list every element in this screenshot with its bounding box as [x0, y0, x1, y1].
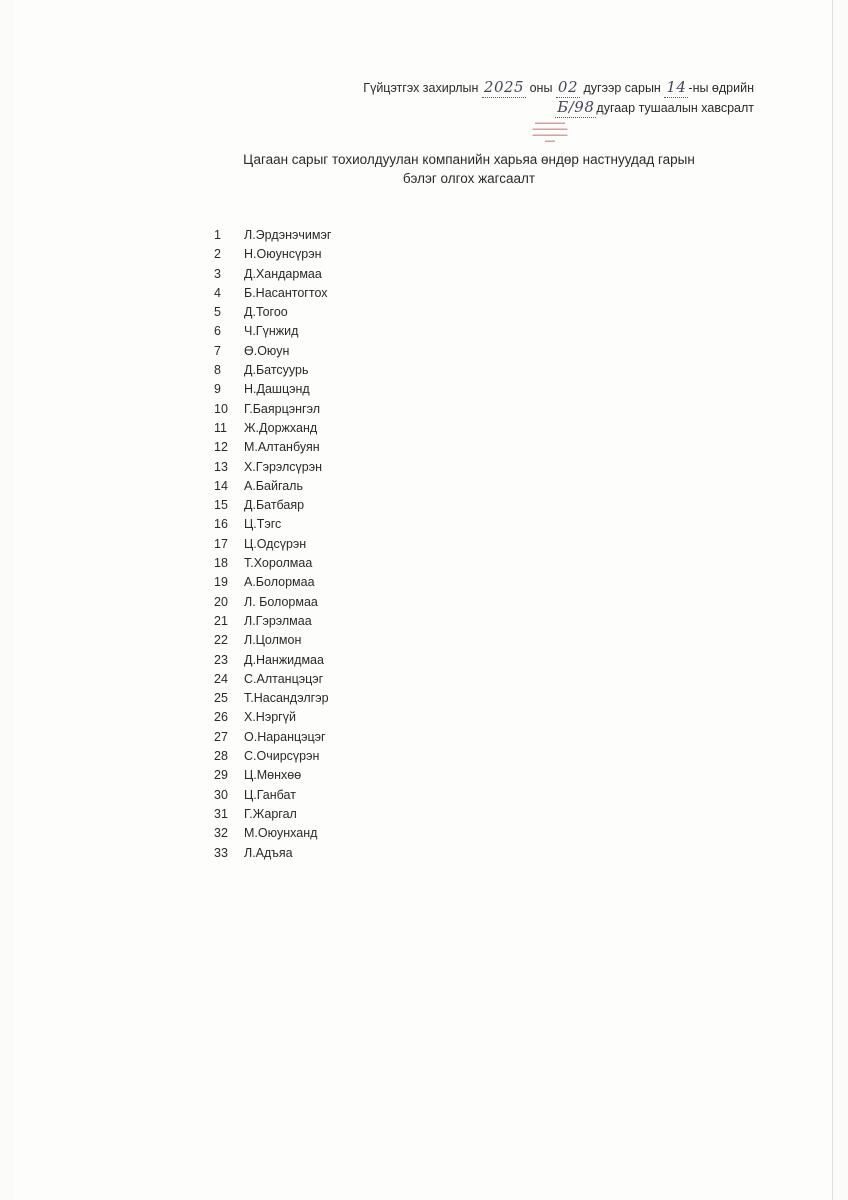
list-item-name: Х.Гэрэлсүрэн	[244, 459, 323, 474]
list-item	[212, 689, 331, 708]
list-item-number: 3	[214, 266, 221, 281]
list-item-number: 25	[214, 691, 228, 706]
list-item-number: 18	[214, 556, 228, 571]
list-item-number: 16	[214, 517, 228, 532]
list-item-name: Г.Баярцэнгэл	[244, 401, 320, 416]
list-item-number: 5	[214, 305, 221, 320]
list-item-name: Д.Нанжидмаа	[244, 652, 324, 667]
handwritten-order-number: Б/98	[557, 98, 595, 116]
header-line-2	[14, 98, 754, 118]
list-item-number: 30	[214, 787, 228, 802]
handwritten-month: 02	[557, 78, 579, 96]
header-month-suffix: дугээр сарын	[583, 81, 661, 95]
list-item-number: 15	[214, 498, 228, 513]
list-item	[212, 284, 331, 303]
list-item-number: 26	[214, 710, 228, 725]
title-line-2: бэлэг олгох жагсаалт	[402, 171, 536, 186]
list-item-name: Г.Жаргал	[244, 806, 297, 821]
list-item-name: Л.Цолмон	[244, 633, 302, 648]
list-item-number: 21	[214, 613, 228, 628]
list-item-number: 28	[214, 749, 228, 764]
header-line-1	[14, 78, 754, 98]
handwritten-year: 2025	[483, 78, 525, 96]
list-item-name: Т.Хоролмаа	[244, 556, 313, 571]
list-item	[212, 226, 331, 245]
list-item	[212, 458, 331, 477]
list-item	[212, 747, 331, 766]
list-item-number: 22	[214, 633, 228, 648]
list-item	[212, 361, 331, 380]
list-item	[212, 805, 331, 824]
list-item	[212, 786, 331, 805]
list-item	[212, 554, 331, 573]
list-item-number: 19	[214, 575, 228, 590]
list-item-name: Д.Батбаяр	[244, 498, 305, 513]
order-attachment-header	[14, 78, 754, 118]
list-item	[212, 573, 331, 592]
list-item-name: Ц.Одсүрэн	[244, 536, 307, 551]
list-item-name: Ц.Ганбат	[244, 787, 296, 802]
list-item-number: 33	[214, 845, 228, 860]
list-item	[212, 245, 331, 264]
list-item-name: Ч.Гүнжид	[244, 324, 299, 339]
list-item-name: С.Очирсүрэн	[244, 749, 320, 764]
list-item	[212, 631, 331, 650]
list-item	[212, 651, 331, 670]
list-item	[212, 438, 331, 457]
list-item-number: 29	[214, 768, 228, 783]
list-item	[212, 515, 331, 534]
list-item-number: 27	[214, 729, 228, 744]
list-item-name: Н.Оюунсүрэн	[244, 247, 322, 262]
list-item-name: М.Оюунханд	[244, 826, 318, 841]
list-item-name: Х.Нэргүй	[244, 710, 296, 725]
list-item-number: 24	[214, 671, 228, 686]
faded-stamp: ▬▬▬▬▬▬ ▬▬▬▬▬▬▬ ▬▬▬▬▬▬▬ ▬▬	[532, 120, 568, 144]
list-item	[212, 593, 331, 612]
list-item-number: 17	[214, 536, 228, 551]
list-item-number: 13	[214, 459, 228, 474]
list-item	[212, 844, 331, 863]
list-item	[212, 303, 331, 322]
list-item-name: Л.Адъяа	[244, 845, 293, 860]
document-page	[14, 0, 832, 1200]
list-item-name: Ц.Мөнхөө	[244, 768, 302, 783]
list-item-number: 11	[214, 420, 227, 435]
list-item-name: Б.Насантогтох	[244, 285, 328, 300]
list-item-number: 7	[214, 343, 221, 358]
list-item	[212, 496, 331, 515]
list-item	[212, 824, 331, 843]
list-item-name: А.Болормаа	[244, 575, 315, 590]
list-item-name: Л.Эрдэнэчимэг	[244, 228, 332, 242]
list-item-number: 10	[214, 401, 228, 416]
list-item-number: 2	[214, 247, 221, 262]
list-item-number: 23	[214, 652, 228, 667]
list-item	[212, 380, 331, 399]
list-item-name: С.Алтанцэцэг	[244, 671, 324, 686]
list-item-name: Н.Дашцэнд	[244, 382, 310, 397]
list-item-number: 14	[214, 478, 228, 493]
list-item	[212, 419, 331, 438]
list-item-number: 12	[214, 440, 228, 455]
header-year-suffix: оны	[529, 81, 553, 95]
document-title	[189, 150, 749, 188]
title-line-1: Цагаан сарыг тохиолдуулан компанийн харьяа өндөр настнуудад гарын	[243, 152, 695, 167]
list-item	[212, 766, 331, 785]
list-item-name: Л. Болормаа	[244, 594, 318, 609]
list-item-number: 4	[214, 285, 221, 300]
header-day-suffix: -ны өдрийн	[688, 81, 754, 95]
header-prefix: Гүйцэтгэх захирлын	[363, 81, 479, 95]
header-order-suffix: дугаар тушаалын хавсралт	[596, 101, 754, 115]
list-item	[212, 728, 331, 747]
handwritten-day: 14	[666, 78, 687, 96]
list-item-number: 20	[214, 594, 228, 609]
list-item-name: Ж.Доржханд	[244, 420, 318, 435]
list-item	[212, 535, 331, 554]
list-item-name: Д.Хандармаа	[244, 266, 322, 281]
list-item-name: Л.Гэрэлмаа	[244, 613, 312, 628]
recipients-list	[212, 226, 331, 863]
list-item-name: Ө.Оюун	[244, 343, 290, 358]
list-item-number: 32	[214, 826, 228, 841]
list-item-name: Д.Батсуурь	[244, 363, 309, 378]
list-item-number: 31	[214, 806, 228, 821]
list-item	[212, 670, 331, 689]
list-item	[212, 342, 331, 361]
list-item-number: 6	[214, 324, 221, 339]
list-item-name: О.Наранцэцэг	[244, 729, 326, 744]
list-item	[212, 477, 331, 496]
list-item-number: 1	[214, 228, 221, 242]
list-item-name: А.Байгаль	[244, 478, 303, 493]
list-item	[212, 612, 331, 631]
list-item-number: 8	[214, 363, 221, 378]
list-item-name: Т.Насандэлгэр	[244, 691, 329, 706]
list-item-name: Ц.Тэгс	[244, 517, 282, 532]
list-item	[212, 265, 331, 284]
list-item-name: Д.Тогоо	[244, 305, 288, 320]
list-item	[212, 708, 331, 727]
list-item	[212, 322, 331, 341]
list-item-name: М.Алтанбуян	[244, 440, 320, 455]
list-item-number: 9	[214, 382, 221, 397]
list-item	[212, 400, 331, 419]
